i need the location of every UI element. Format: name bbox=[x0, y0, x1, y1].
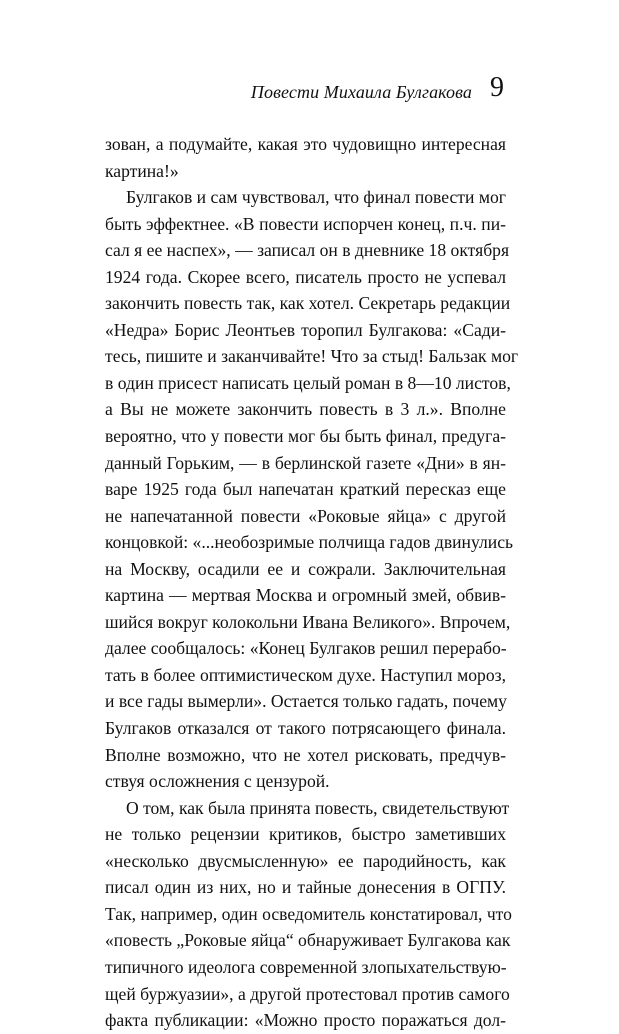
paragraph-first-line: Булгаков и сам чувствовал, что финал повести мог bbox=[126, 187, 506, 208]
text-line: концовкой: «...необозримые полчища гадов двинулись bbox=[105, 532, 514, 553]
text-line: картина — мертвая Москва и огромный змей, обвив- bbox=[105, 585, 506, 606]
text-line: на Москву, осадили ее и сожрали. Заключительная bbox=[105, 558, 506, 579]
text-line: сал я ее наспех», — записал он в дневнике 18 октября bbox=[105, 240, 510, 261]
paragraph-first-line: О том, как была принята повесть, свидетельствуют bbox=[126, 797, 510, 818]
text-line: не напечатанной повести «Роковые яйца» с другой bbox=[105, 505, 506, 526]
running-header-title: Повести Михаила Булгакова bbox=[250, 82, 472, 102]
text-line: щей буржуазии», а другой протестовал против самого bbox=[105, 983, 510, 1004]
text-line: тать в более оптимистическом духе. Наступил мороз, bbox=[105, 664, 506, 685]
text-line: быть эффектнее. «В повести испорчен конец, п.ч. пи- bbox=[105, 213, 506, 234]
running-header bbox=[0, 82, 504, 103]
text-line: Так, например, один осведомитель констатировал, что bbox=[105, 903, 512, 924]
text-line: «несколько двусмысленную» ее пародийность, как bbox=[105, 850, 506, 871]
text-line: «повесть „Роковые яйца“ обнаруживает Булгакова как bbox=[105, 930, 511, 951]
text-line: данный Горьким, — в берлинской газете «Дни» в ян- bbox=[105, 452, 506, 473]
body-text bbox=[105, 131, 519, 1034]
text-line: писал один из них, но и тайные донесения в ОГПУ. bbox=[105, 877, 506, 898]
text-line: не только рецензии критиков, быстро заметивших bbox=[105, 824, 506, 845]
text-line: картина!» bbox=[105, 160, 179, 181]
text-line: вероятно, что у повести мог бы быть финал, предуга- bbox=[105, 426, 506, 447]
text-line: типичного идеолога современной злопыхательствую- bbox=[105, 956, 507, 977]
text-line: факта публикации: «Можно просто поражаться дол- bbox=[105, 1010, 506, 1031]
text-line: закончить повесть так, как хотел. Секретарь редакции bbox=[105, 293, 511, 314]
text-line: Вполне возможно, что не хотел рисковать, предчув- bbox=[105, 744, 506, 765]
text-line: зован, а подумайте, какая это чудовищно интересная bbox=[105, 134, 506, 154]
text-line: далее сообщалось: «Конец Булгаков решил перерабо- bbox=[105, 638, 507, 659]
text-line: варе 1925 года был напечатан краткий пересказ еще bbox=[105, 479, 506, 500]
text-line: шийся вокруг колокольни Ивана Великого». Впрочем, bbox=[105, 611, 511, 632]
text-line: Булгаков отказался от такого потрясающего финала. bbox=[105, 718, 506, 739]
text-line: а Вы не можете закончить повесть в 3 л.». Вполне bbox=[105, 399, 506, 420]
page-number: 9 bbox=[490, 72, 504, 103]
text-line: и все гады вымерли». Остается только гадать, почему bbox=[105, 691, 507, 712]
text-line: в один присест написать целый роман в 8—10 листов, bbox=[105, 372, 511, 393]
text-line: «Недра» Борис Леонтьев торопил Булгакова: «Сади- bbox=[105, 319, 506, 340]
text-line: 1924 года. Скорее всего, писатель просто не успевал bbox=[105, 266, 506, 287]
text-line: тесь, пишите и заканчивайте! Что за стыд! Бальзак мог bbox=[105, 346, 519, 367]
text-line: ствуя осложнения с цензурой. bbox=[105, 771, 330, 792]
